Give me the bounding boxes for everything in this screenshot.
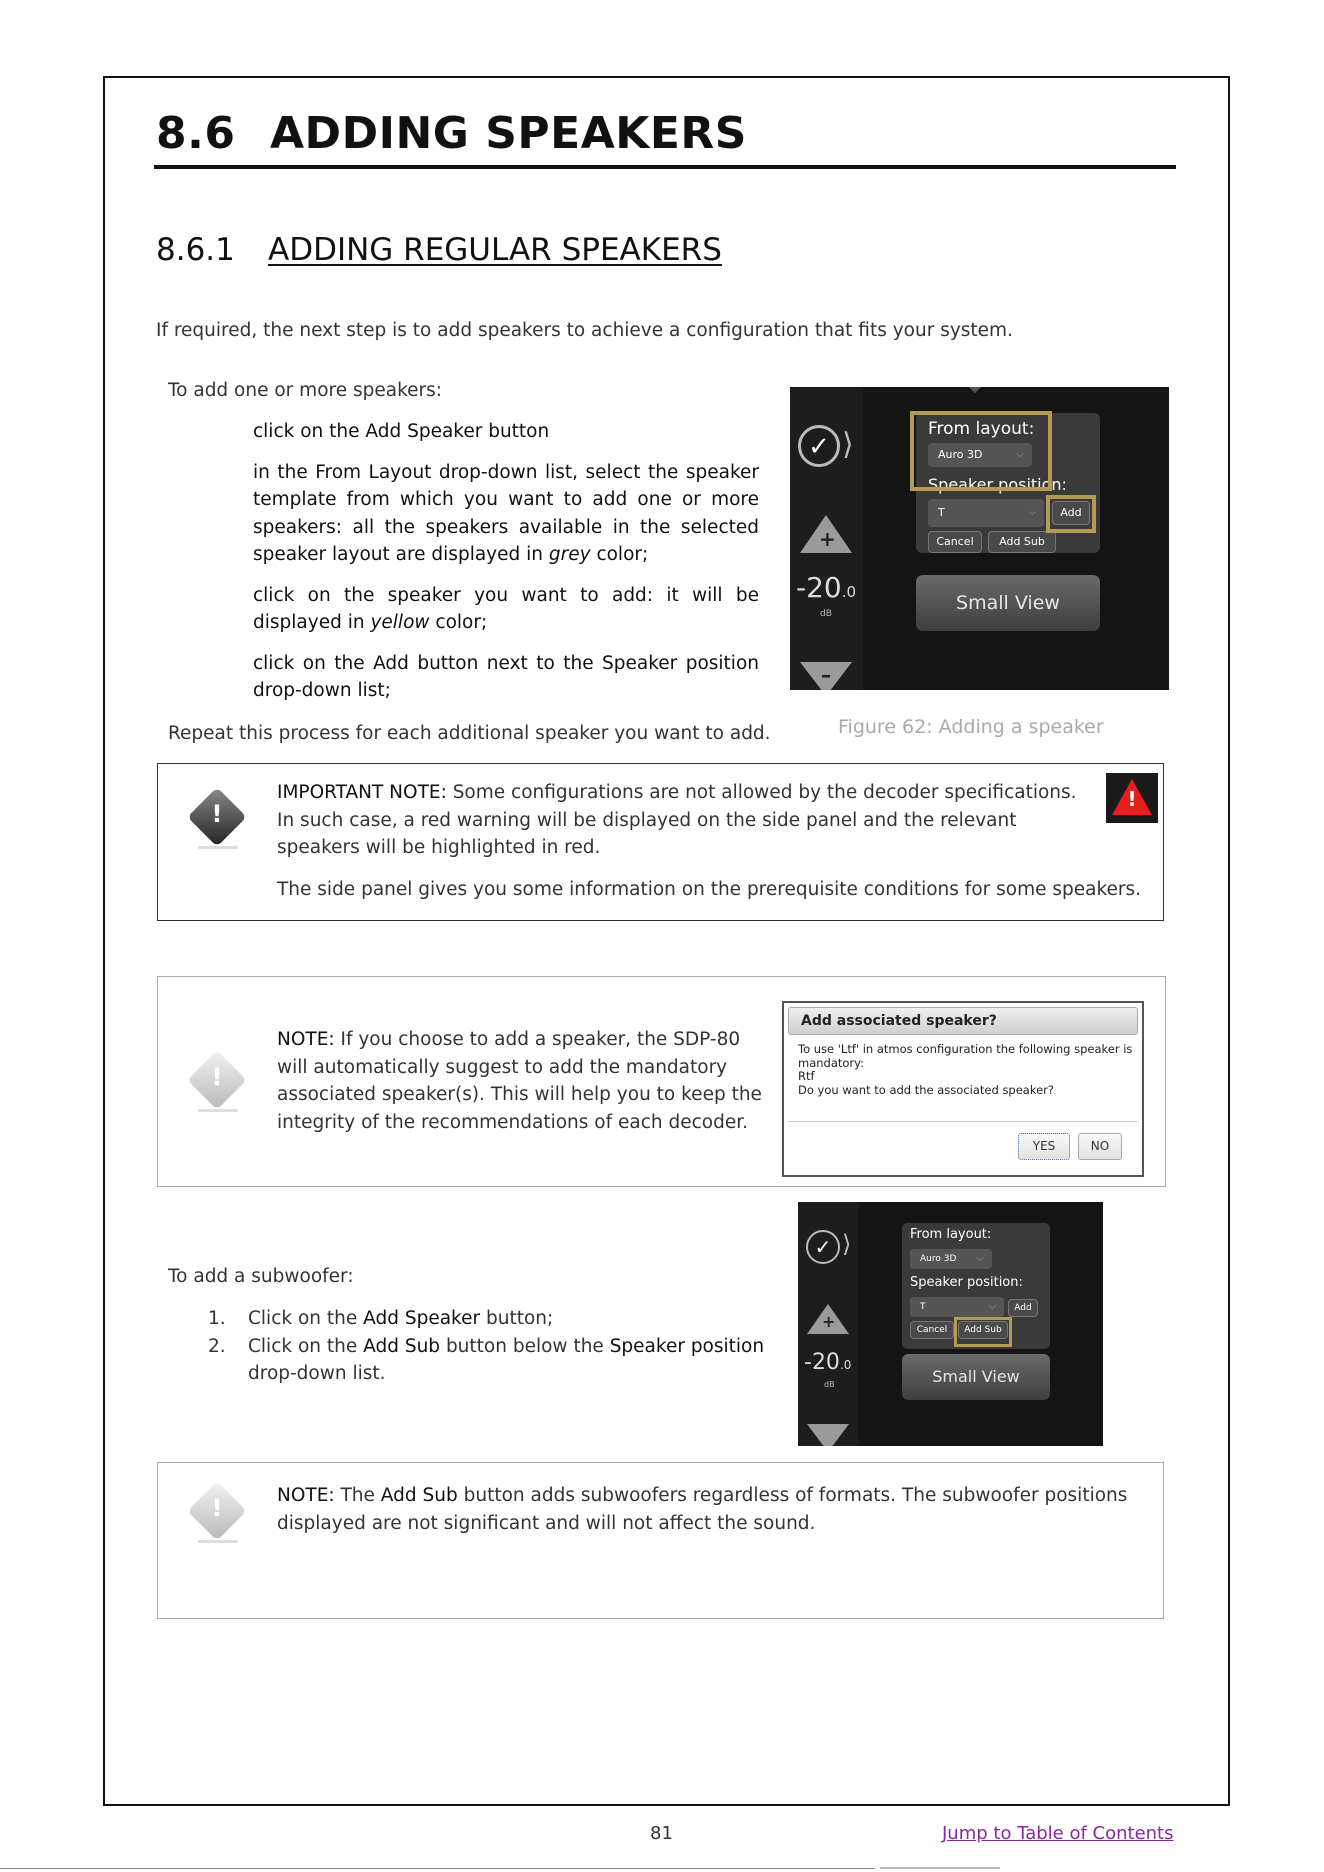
add-sub-highlight	[954, 1317, 1012, 1347]
subwoofer-step-2: 2. Click on the Add Sub button below the Speaker position drop-down list.	[208, 1335, 765, 1384]
heading-rule	[154, 165, 1176, 169]
note-label: NOTE:	[277, 1029, 335, 1050]
section-heading	[156, 108, 1176, 159]
check-icon[interactable]: ✓	[798, 425, 840, 467]
subsection-number: 8.6.1	[156, 232, 235, 268]
position-dropdown[interactable]: T ⌵	[928, 499, 1044, 527]
important-note-label: IMPORTANT NOTE:	[277, 782, 447, 803]
step-1: click on the Add Speaker button	[253, 421, 550, 442]
subsection-title: ADDING REGULAR SPEAKERS	[268, 232, 722, 268]
add-speaker-steps	[253, 418, 759, 718]
chevron-down-icon: ⌵	[1016, 449, 1024, 460]
exclamation-icon: !	[211, 1063, 223, 1091]
add-sub-button[interactable]: Add Sub	[988, 531, 1056, 553]
dialog-line-3: Do you want to add the associated speaker?	[798, 1082, 1055, 1097]
level-column	[798, 1202, 858, 1446]
check-icon[interactable]: ✓	[806, 1230, 840, 1264]
plus-icon: +	[819, 527, 836, 551]
layout-dropdown[interactable]: Auro 3D ⌵	[928, 443, 1032, 467]
dialog-body	[798, 1043, 1134, 1097]
add-subwoofer-screenshot	[798, 1202, 1103, 1446]
chevron-down-icon: ⌵	[1028, 507, 1036, 518]
from-layout-highlight	[910, 411, 1052, 491]
step-2: in the From Layout drop-down list, select the speaker template from which you want to add one or more speakers: all the speakers available in the selected speaker layout are displayed in grey color;	[253, 461, 759, 565]
section-title: ADDING SPEAKERS	[270, 108, 747, 159]
step-4: click on the Add button next to the Speaker position drop-down list;	[253, 652, 759, 701]
position-dropdown[interactable]: T ⌵	[910, 1297, 1004, 1317]
level-readout: -20.0	[796, 571, 857, 604]
red-warning-icon: !	[1106, 773, 1158, 823]
cancel-button[interactable]: Cancel	[910, 1321, 954, 1339]
add-associated-speaker-dialog	[782, 1001, 1144, 1177]
chevron-down-icon: ⌵	[988, 1301, 996, 1312]
add-button[interactable]: Add	[1052, 501, 1090, 525]
exclamation-icon: !	[211, 1494, 223, 1522]
cancel-button[interactable]: Cancel	[928, 531, 982, 553]
chevron-right-icon[interactable]: ⟩	[842, 1230, 852, 1258]
chevron-down-icon: ⌵	[976, 1253, 984, 1264]
volume-down-icon[interactable]	[807, 1424, 849, 1446]
figure-caption: Figure 62: Adding a speaker	[838, 716, 1104, 738]
subwoofer-steps	[208, 1305, 780, 1388]
dialog-line-2: Rtf	[798, 1069, 815, 1083]
small-view-button[interactable]: Small View	[902, 1354, 1050, 1400]
layout-dropdown[interactable]: Auro 3D ⌵	[910, 1249, 992, 1269]
no-button[interactable]: NO	[1078, 1133, 1122, 1160]
step-3: click on the speaker you want to add: it will be displayed in yellow color;	[253, 584, 759, 633]
level-unit: dB	[824, 1380, 835, 1389]
add-button-highlight	[1046, 495, 1096, 533]
from-layout-label: From layout:	[910, 1227, 992, 1242]
speaker-position-label: Speaker position:	[910, 1275, 1023, 1290]
intro-paragraph: If required, the next step is to add speakers to achieve a configuration that fits your system.	[156, 320, 1013, 341]
subsection-heading	[156, 232, 722, 268]
exclamation-icon: !	[211, 800, 223, 828]
subwoofer-lead: To add a subwoofer:	[168, 1266, 354, 1287]
footer-rule	[0, 1868, 875, 1869]
small-view-button[interactable]: Small View	[916, 575, 1100, 631]
yes-button[interactable]: YES	[1018, 1133, 1070, 1160]
subwoofer-step-1: 1. Click on the Add Speaker button;	[208, 1308, 554, 1329]
plus-icon: +	[822, 1312, 836, 1331]
note-label: NOTE:	[277, 1485, 335, 1506]
important-note-text-2: The side panel gives you some information on the prerequisite conditions for some speakers.	[277, 879, 1142, 900]
from-layout-label: From layout:	[928, 419, 1035, 439]
yellow-word: yellow	[370, 612, 430, 633]
chevron-right-icon[interactable]: ⟩	[842, 427, 854, 462]
page-number: 81	[650, 1823, 673, 1844]
dialog-line-1: To use 'Ltf' in atmos configuration the following speaker is mandatory:	[798, 1042, 1133, 1070]
add-button[interactable]: Add	[1008, 1299, 1038, 1317]
repeat-instruction: Repeat this process for each additional speaker you want to add.	[168, 723, 771, 744]
dialog-title: Add associated speaker?	[788, 1007, 1138, 1035]
add-sub-button[interactable]: Add Sub	[958, 1321, 1008, 1339]
adding-speaker-screenshot	[790, 387, 1169, 690]
speaker-position-label: Speaker position:	[928, 475, 1067, 494]
section-number: 8.6	[156, 108, 236, 159]
subwoofer-note-text: NOTE: The Add Sub button adds subwoofers regardless of formats. The subwoofer positions displayed are not significant and will not affect the sound.	[277, 1485, 1128, 1534]
level-column	[790, 387, 863, 690]
level-readout: -20.0	[804, 1350, 852, 1375]
grey-word: grey	[548, 544, 591, 565]
minus-icon: –	[821, 663, 831, 687]
associated-speaker-note-text: NOTE: If you choose to add a speaker, the SDP-80 will automatically suggest to add the mandatory associated speaker(s). This will help you to keep the integrity of the recommendations of each decoder.	[277, 1029, 762, 1133]
level-unit: dB	[820, 609, 832, 619]
toc-link[interactable]: Jump to Table of Contents	[942, 1823, 1174, 1844]
important-note-text: IMPORTANT NOTE: Some configurations are not allowed by the decoder specifications. In such case, a red warning will be displayed on the side panel and the relevant speakers will be highlighted in red.	[277, 782, 1077, 858]
add-speakers-lead: To add one or more speakers:	[168, 380, 442, 401]
